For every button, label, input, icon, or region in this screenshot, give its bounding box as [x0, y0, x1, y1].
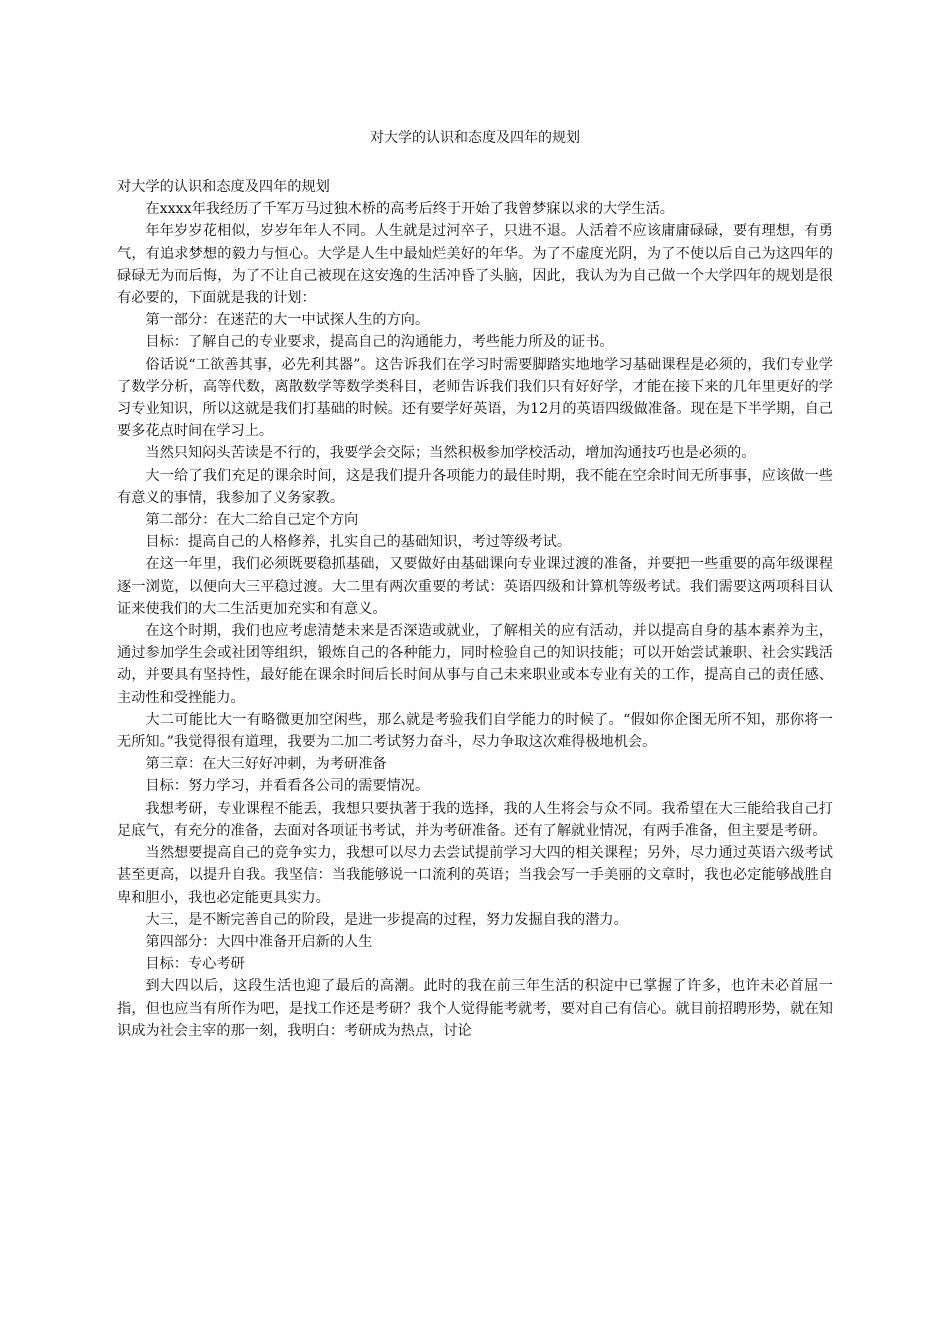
paragraph: 当然只知闷头苦读是不行的，我要学会交际；当然积极参加学校活动，增加沟通技巧也是必须的。: [145, 445, 756, 462]
paragraph-intro: 在xxxx年我经历了千军万马过独木桥的高考后终于开始了我曾梦寐以求的大学生活。: [145, 201, 674, 218]
paragraph: 大二可能比大一有略微更加空闲些，那么就是考验我们自学能力的时候了。“假如你企图无所不知，那你将一无所知。”我觉得很有道理，我要为二加二考试努力奋斗，尽力争取这次难得极地机会。: [117, 711, 833, 751]
paragraph: 当然想要提高自己的竞争实力，我想可以尽力去尝试提前学习大四的相关课程；另外，尽力通过英语六级考试甚至更高，以提升自我。我坚信：当我能够说一口流利的英语；当我会写一手美丽的文章时，我也必定能够战胜自卑和胆小，我也必定能更具实力。: [117, 845, 833, 906]
paragraph: 在这一年里，我们必须既要稳抓基础，又要做好由基础课向专业课过渡的准备，并要把一些重要的高年级课程逐一浏览，以便向大三平稳过渡。大二里有两次重要的考试：英语四级和计算机等级考试。我们需要这两项科目认证来使我们的大二生活更加充实和有意义。: [117, 556, 833, 617]
goal-part-two: 目标：提高自己的人格修养，扎实自己的基础知识，考过等级考试。: [145, 534, 572, 551]
section-heading-part-three: 第三章：在大三好好冲刺，为考研准备: [145, 756, 387, 773]
goal-part-one: 目标：了解自己的专业要求，提高自己的沟通能力，考些能力所及的证书。: [145, 334, 614, 351]
section-heading-part-one: 第一部分：在迷茫的大一中试探人生的方向。: [145, 312, 430, 329]
goal-part-four: 目标：专心考研: [145, 956, 245, 973]
paragraph: 我想考研，专业课程不能丢，我想只要执著于我的选择，我的人生将会与众不同。我希望在大三能给我自己打足底气，有充分的准备，去面对各项证书考试，并为考研准备。还有了解就业情况，有两手准备，但主要是考研。: [117, 800, 833, 839]
paragraph: 大三，是不断完善自己的阶段，是进一步提高的过程，努力发掘自我的潜力。: [145, 911, 628, 928]
paragraph: 俗话说“工欲善其事，必先利其器”。这告诉我们在学习时需要脚踏实地地学习基础课程是必须的，我们专业学了数学分析，高等代数，离散数学等数学类科目，老师告诉我们我们只有好好学，才能在接下来的几年里更好的学习专业知识，所以这就是我们打基础的时候。还有要学好英语，为12月的英语四级做准备。现在是下半学期，自己要多花点时间在学习上。: [117, 356, 833, 440]
paragraph: 在这个时期，我们也应考虑清楚未来是否深造或就业，了解相关的应有活动，并以提高自身的基本素养为主，通过参加学生会或社团等组织，锻炼自己的各种能力，同时检验自己的知识技能；可以开始尝试兼职、社会实践活动，并要具有坚持性，最好能在课余时间后长时间从事与自己未来职业或本专业有关的工作，提高自己的责任感、主动性和受挫能力。: [117, 623, 833, 706]
paragraph: 到大四以后，这段生活也迎了最后的高潮。此时的我在前三年生活的积淀中已掌握了许多，也许未必首屈一指，但也应当有所作为吧，是找工作还是考研？我个人觉得能考就考，要对自己有信心。就目前招聘形势，就在知识成为社会主宰的那一刻，我明白：考研成为热点，讨论: [117, 978, 833, 1039]
section-heading-part-two: 第二部分：在大二给自己定个方向: [145, 512, 359, 529]
document-body: [117, 176, 833, 1042]
document-heading: 对大学的认识和态度及四年的规划: [117, 179, 330, 195]
paragraph: 大一给了我们充足的课余时间，这是我们提升各项能力的最佳时期，我不能在空余时间无所事事，应该做一些有意义的事情，我参加了义务家教。: [117, 467, 833, 506]
section-heading-part-four: 第四部分：大四中准备开启新的人生: [145, 933, 373, 950]
document-title: 对大学的认识和态度及四年的规划: [370, 130, 580, 146]
goal-part-three: 目标：努力学习，并看看各公司的需要情况。: [145, 778, 430, 795]
paragraph: 年年岁岁花相似，岁岁年年人不同。人生就是过河卒子，只进不退。人活着不应该庸庸碌碌，要有理想，有勇气，有追求梦想的毅力与恒心。大学是人生中最灿烂美好的年华。为了不虚度光阴，为了不使以后自己为这四年的碌碌无为而后悔，为了不让自己被现在这安逸的生活冲昏了头脑，因此，我认为为自己做一个大学四年的规划是很有必要的，下面就是我的计划：: [117, 223, 833, 307]
